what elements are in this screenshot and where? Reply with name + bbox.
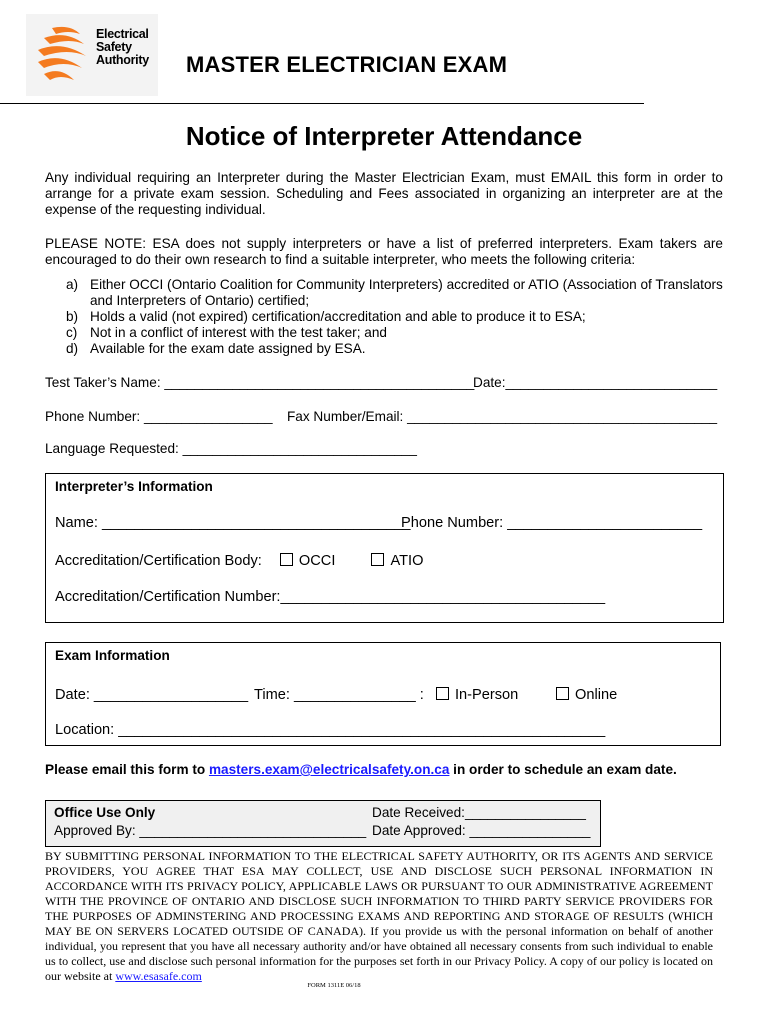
test-taker-name-field[interactable]: Test Taker’s Name: _________________________________________: [45, 375, 475, 390]
in-person-checkbox[interactable]: [436, 687, 449, 700]
form-number: FORM 1311E 06/18: [307, 982, 361, 989]
criteria-letter: d): [66, 341, 79, 356]
email-link[interactable]: masters.exam@electricalsafety.on.ca: [208, 762, 450, 777]
interpreter-info-title: Interpreter’s Information: [55, 479, 213, 494]
esa-logo-icon: [30, 22, 94, 86]
office-use-title: Office Use Only: [54, 805, 156, 820]
occi-label: OCCI: [298, 553, 336, 569]
interpreter-phone-field[interactable]: Phone Number: ________________________: [401, 515, 703, 531]
date-approved-field[interactable]: Date Approved: ________________: [372, 823, 591, 838]
exam-info-title: Exam Information: [55, 648, 170, 663]
privacy-disclaimer: [45, 849, 713, 984]
online-option[interactable]: [556, 687, 617, 703]
intro-paragraph: Any individual requiring an Interpreter during the Master Electrician Exam, must EMAIL this form in order to arrange for a private exam session. Scheduling and Fees associated in organizing an interpreter are at the expense of the requesting individual.: [45, 170, 723, 217]
logo-line-2: Safety: [96, 40, 132, 54]
logo-line-1: Electrical: [96, 27, 149, 41]
criteria-item: [66, 309, 726, 325]
online-checkbox[interactable]: [556, 687, 569, 700]
criteria-item: [66, 325, 726, 341]
accreditation-body-row: [55, 553, 423, 569]
atio-checkbox[interactable]: [371, 553, 384, 566]
email-instruction: [45, 762, 677, 777]
interpreter-name-field[interactable]: Name: ______________________________________: [55, 515, 411, 531]
date-field[interactable]: Date:____________________________: [473, 375, 718, 390]
email-suffix: in order to schedule an exam date.: [449, 762, 677, 777]
online-label: Online: [575, 687, 618, 703]
accreditation-body-label: Accreditation/Certification Body:: [55, 553, 262, 569]
exam-date-field[interactable]: Date: ___________________: [55, 687, 249, 703]
criteria-text: Available for the exam date assigned by ESA.: [90, 341, 366, 356]
criteria-list: [66, 277, 726, 357]
accreditation-number-field[interactable]: Accreditation/Certification Number:________________________________________: [55, 589, 606, 605]
privacy-disclaimer-text: BY SUBMITTING PERSONAL INFORMATION TO THE ELECTRICAL SAFETY AUTHORITY, OR ITS AGENTS AND SERVICE PROVIDERS, YOU AGREE THAT ESA MAY COLLECT, USE AND DISCLOSE SUCH PERSONAL INFORMATION IN ACCORDANCE WITH ITS PRIVACY POLICY, APPLICABLE LAWS OR PURSUANT TO OUR ADMINISTRATIVE AGREEMENT WITH THE PROVINCE OF ONTARIO AND DISCLOSE SUCH INFORMATION TO THIRD PARTY SERVICE PROVIDERS FOR THE PURPOSES OF ADMINSTERING AND PROCESSING EXAMS AND REPORTING AND STORAGE OF RESULTS (WHICH MAY BE ON SERVERS LOCATED OUTSIDE OF CANADA). If you provide us with the personal information on behalf of another individual, you represent that you have all necessary authority and/or have obtained all necessary consents from such individual to enable us to collect, use and disclose such personal information for the purposes set forth in our Privacy Policy. A copy of our policy is located on our website at: [45, 849, 713, 983]
website-link[interactable]: www.esasafe.com: [115, 969, 202, 983]
criteria-letter: b): [66, 309, 79, 324]
exam-time-field[interactable]: Time: _______________ :: [254, 687, 424, 703]
criteria-text: Not in a conflict of interest with the test taker; and: [90, 325, 387, 340]
in-person-option[interactable]: [436, 687, 518, 703]
in-person-label: In-Person: [455, 687, 519, 703]
header-divider: [0, 103, 644, 104]
exam-location-field[interactable]: Location: ____________________________________________________________: [55, 722, 606, 738]
criteria-letter: c): [66, 325, 78, 340]
criteria-text: Holds a valid (not expired) certification/accreditation and able to produce it to ESA;: [90, 309, 586, 324]
criteria-item: [66, 277, 726, 309]
note-paragraph: PLEASE NOTE: ESA does not supply interpreters or have a list of preferred interpreters. Exam takers are encouraged to do their own research to find a suitable interpreter, who meets the following criteria:: [45, 236, 723, 267]
language-requested-field[interactable]: Language Requested: _______________________________: [45, 441, 417, 456]
approved-by-field[interactable]: Approved By: ______________________________: [54, 823, 367, 838]
date-received-field[interactable]: Date Received:________________: [372, 805, 586, 820]
phone-number-field[interactable]: Phone Number: _________________: [45, 409, 273, 424]
criteria-item: [66, 341, 726, 357]
page-header-title: MASTER ELECTRICIAN EXAM: [186, 52, 508, 77]
logo-line-3: Authority: [96, 53, 149, 67]
office-use-box: [45, 800, 601, 847]
page-title: Notice of Interpreter Attendance: [185, 121, 583, 151]
criteria-letter: a): [66, 277, 79, 292]
fax-email-field[interactable]: Fax Number/Email: _________________________________________: [287, 409, 718, 424]
email-prefix: Please email this form to: [45, 762, 209, 777]
atio-label: ATIO: [390, 553, 424, 569]
criteria-text: Either OCCI (Ontario Coalition for Community Interpreters) accredited or ATIO (Association of Translators and Interpreters of Ontario) certified;: [90, 277, 723, 308]
occi-checkbox[interactable]: [280, 553, 293, 566]
logo-text: [96, 28, 149, 67]
